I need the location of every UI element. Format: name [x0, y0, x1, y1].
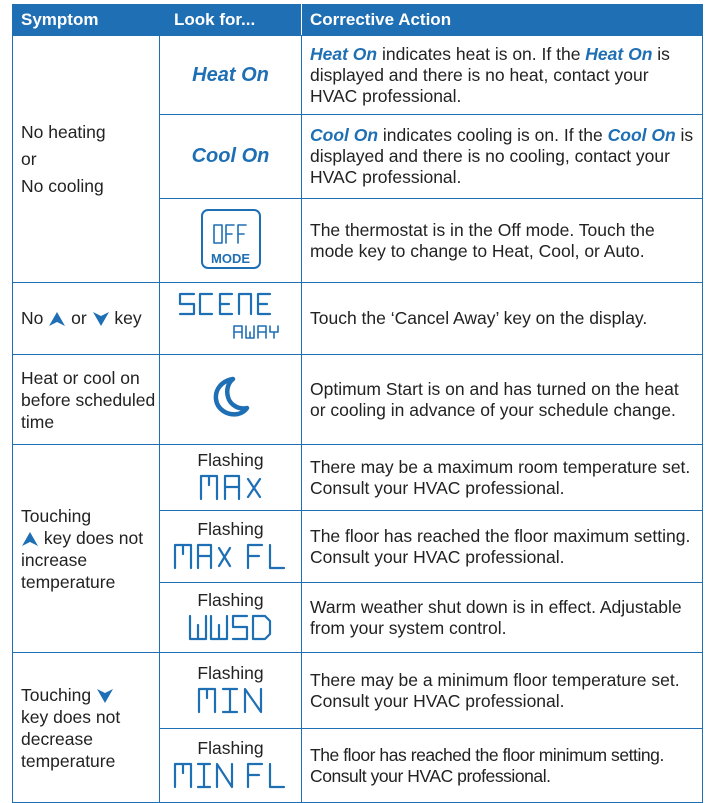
look-for-cell [160, 355, 302, 445]
down-arrow-icon [96, 688, 114, 704]
action-cell: The floor has reached the floor minimum setting. Consult your HVAC professional. [302, 729, 703, 803]
action-cell: There may be a maximum room temperature set. Consult your HVAC professional. [302, 445, 703, 511]
symptom-text: or [66, 308, 92, 328]
wwsd-display-icon [187, 613, 275, 641]
moon-icon [211, 376, 251, 418]
look-for-cell [160, 115, 302, 199]
symptom-text: key does not increase temperature [21, 527, 144, 592]
action-cell: Optimum Start is on and has turned on the heat or cooling in advance of your schedule change. [302, 355, 703, 445]
table-row [13, 36, 703, 115]
keyword: Cool On [310, 125, 379, 145]
header-look-for: Look for... [160, 5, 302, 36]
keyword: Heat On [310, 43, 378, 64]
symptom-text: key [109, 308, 142, 328]
flashing-label: Flashing [197, 449, 264, 470]
scene-away-display-icon [176, 290, 286, 342]
symptom-no-key [13, 283, 160, 355]
down-arrow-icon [92, 311, 110, 327]
flashing-label: Flashing [197, 589, 264, 610]
action-cell [302, 36, 703, 115]
action-cell: The thermostat is in the Off mode. Touch the mode key to change to Heat, Cool, or Auto. [302, 199, 703, 283]
action-text: is displayed and there is no heat, contact your HVAC professional. [310, 43, 670, 106]
symptom-text: Touching [21, 505, 92, 526]
symptom-text: or [21, 148, 37, 169]
mode-key-icon [201, 209, 261, 269]
flashing-label: Flashing [197, 518, 264, 539]
max-display-icon [198, 473, 264, 501]
look-for-cell [160, 729, 302, 803]
up-arrow-icon [48, 311, 66, 327]
symptom-no-heating [13, 36, 160, 283]
max-fl-display-icon [172, 542, 290, 570]
symptom-text: No heating [21, 121, 106, 142]
header-symptom: Symptom [13, 5, 160, 36]
off-display-icon [212, 223, 250, 245]
min-display-icon [196, 686, 266, 714]
action-cell: There may be a minimum floor temperature set. Consult your HVAC professional. [302, 653, 703, 729]
look-for-cell [160, 445, 302, 511]
flashing-label: Flashing [197, 662, 264, 683]
symptom-text: No [21, 308, 49, 328]
action-text: is displayed and there is no cooling, contact your HVAC professional. [310, 125, 694, 187]
symptom-touch-up [13, 445, 160, 653]
look-for-cell [160, 511, 302, 583]
min-fl-display-icon [172, 761, 290, 789]
action-text: indicates cooling is on. If the [378, 125, 608, 145]
troubleshooting-table [12, 4, 703, 803]
look-for-cell [160, 283, 302, 355]
table-row [13, 283, 703, 355]
action-cell: Warm weather shut down is in effect. Adjustable from your system control. [302, 583, 703, 653]
action-cell: The floor has reached the floor maximum setting. Consult your HVAC professional. [302, 511, 703, 583]
table-row [13, 355, 703, 445]
action-cell: Touch the ‘Cancel Away’ key on the display. [302, 283, 703, 355]
mode-label: MODE [211, 251, 250, 266]
header-corrective-action: Corrective Action [302, 5, 703, 36]
keyword: Cool On [607, 125, 676, 145]
symptom-text: key does not decrease temperature [21, 706, 121, 771]
symptom-text: No cooling [21, 175, 104, 196]
symptom-early: Heat or cool on before scheduled time [13, 355, 160, 445]
flashing-label: Flashing [197, 737, 264, 758]
symptom-text: Touching [21, 684, 96, 705]
action-cell [302, 115, 703, 199]
cool-on-label: Cool On [191, 145, 270, 167]
look-for-cell [160, 36, 302, 115]
keyword: Heat On [585, 43, 653, 64]
look-for-cell [160, 583, 302, 653]
up-arrow-icon [21, 531, 39, 547]
table-row [13, 445, 703, 511]
action-text: indicates heat is on. If the [377, 43, 586, 64]
symptom-touch-down [13, 653, 160, 803]
header-row [13, 5, 703, 36]
heat-on-label: Heat On [192, 63, 269, 86]
look-for-cell [160, 199, 302, 283]
look-for-cell [160, 653, 302, 729]
table-row [13, 653, 703, 729]
